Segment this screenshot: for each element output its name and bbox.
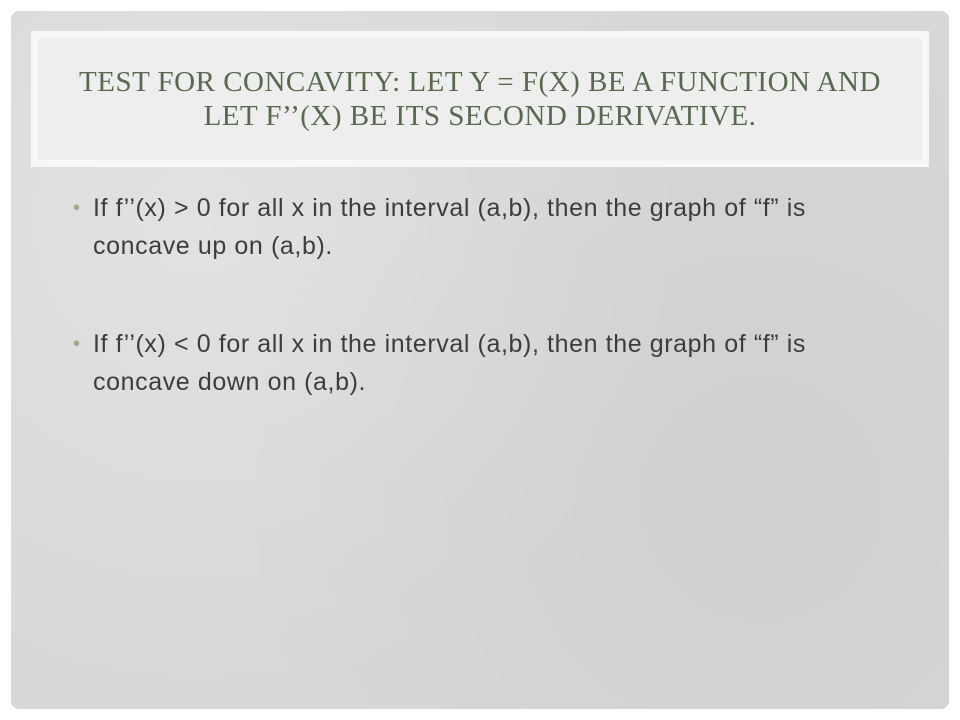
slide [11, 11, 949, 709]
slide-content [73, 189, 893, 461]
slide-title: TEST FOR CONCAVITY: LET Y = F(X) BE A FUNCTION AND LET F’’(X) BE ITS SECOND DERIVATIVE. [79, 66, 881, 132]
title-box [31, 31, 929, 167]
bullet-text: If f’’(x) < 0 for all x in the interval (a,b), then the graph of “f” is concave down on (a,b). [93, 330, 807, 396]
bullet-item-concave-down [73, 325, 893, 401]
bullet-dot-icon: • [73, 197, 81, 219]
bullet-item-concave-up [73, 189, 893, 265]
bullet-text: If f’’(x) > 0 for all x in the interval (a,b), then the graph of “f” is concave up on (a,b). [93, 194, 807, 260]
bullet-dot-icon: • [73, 333, 81, 355]
bullet-list [73, 189, 893, 401]
